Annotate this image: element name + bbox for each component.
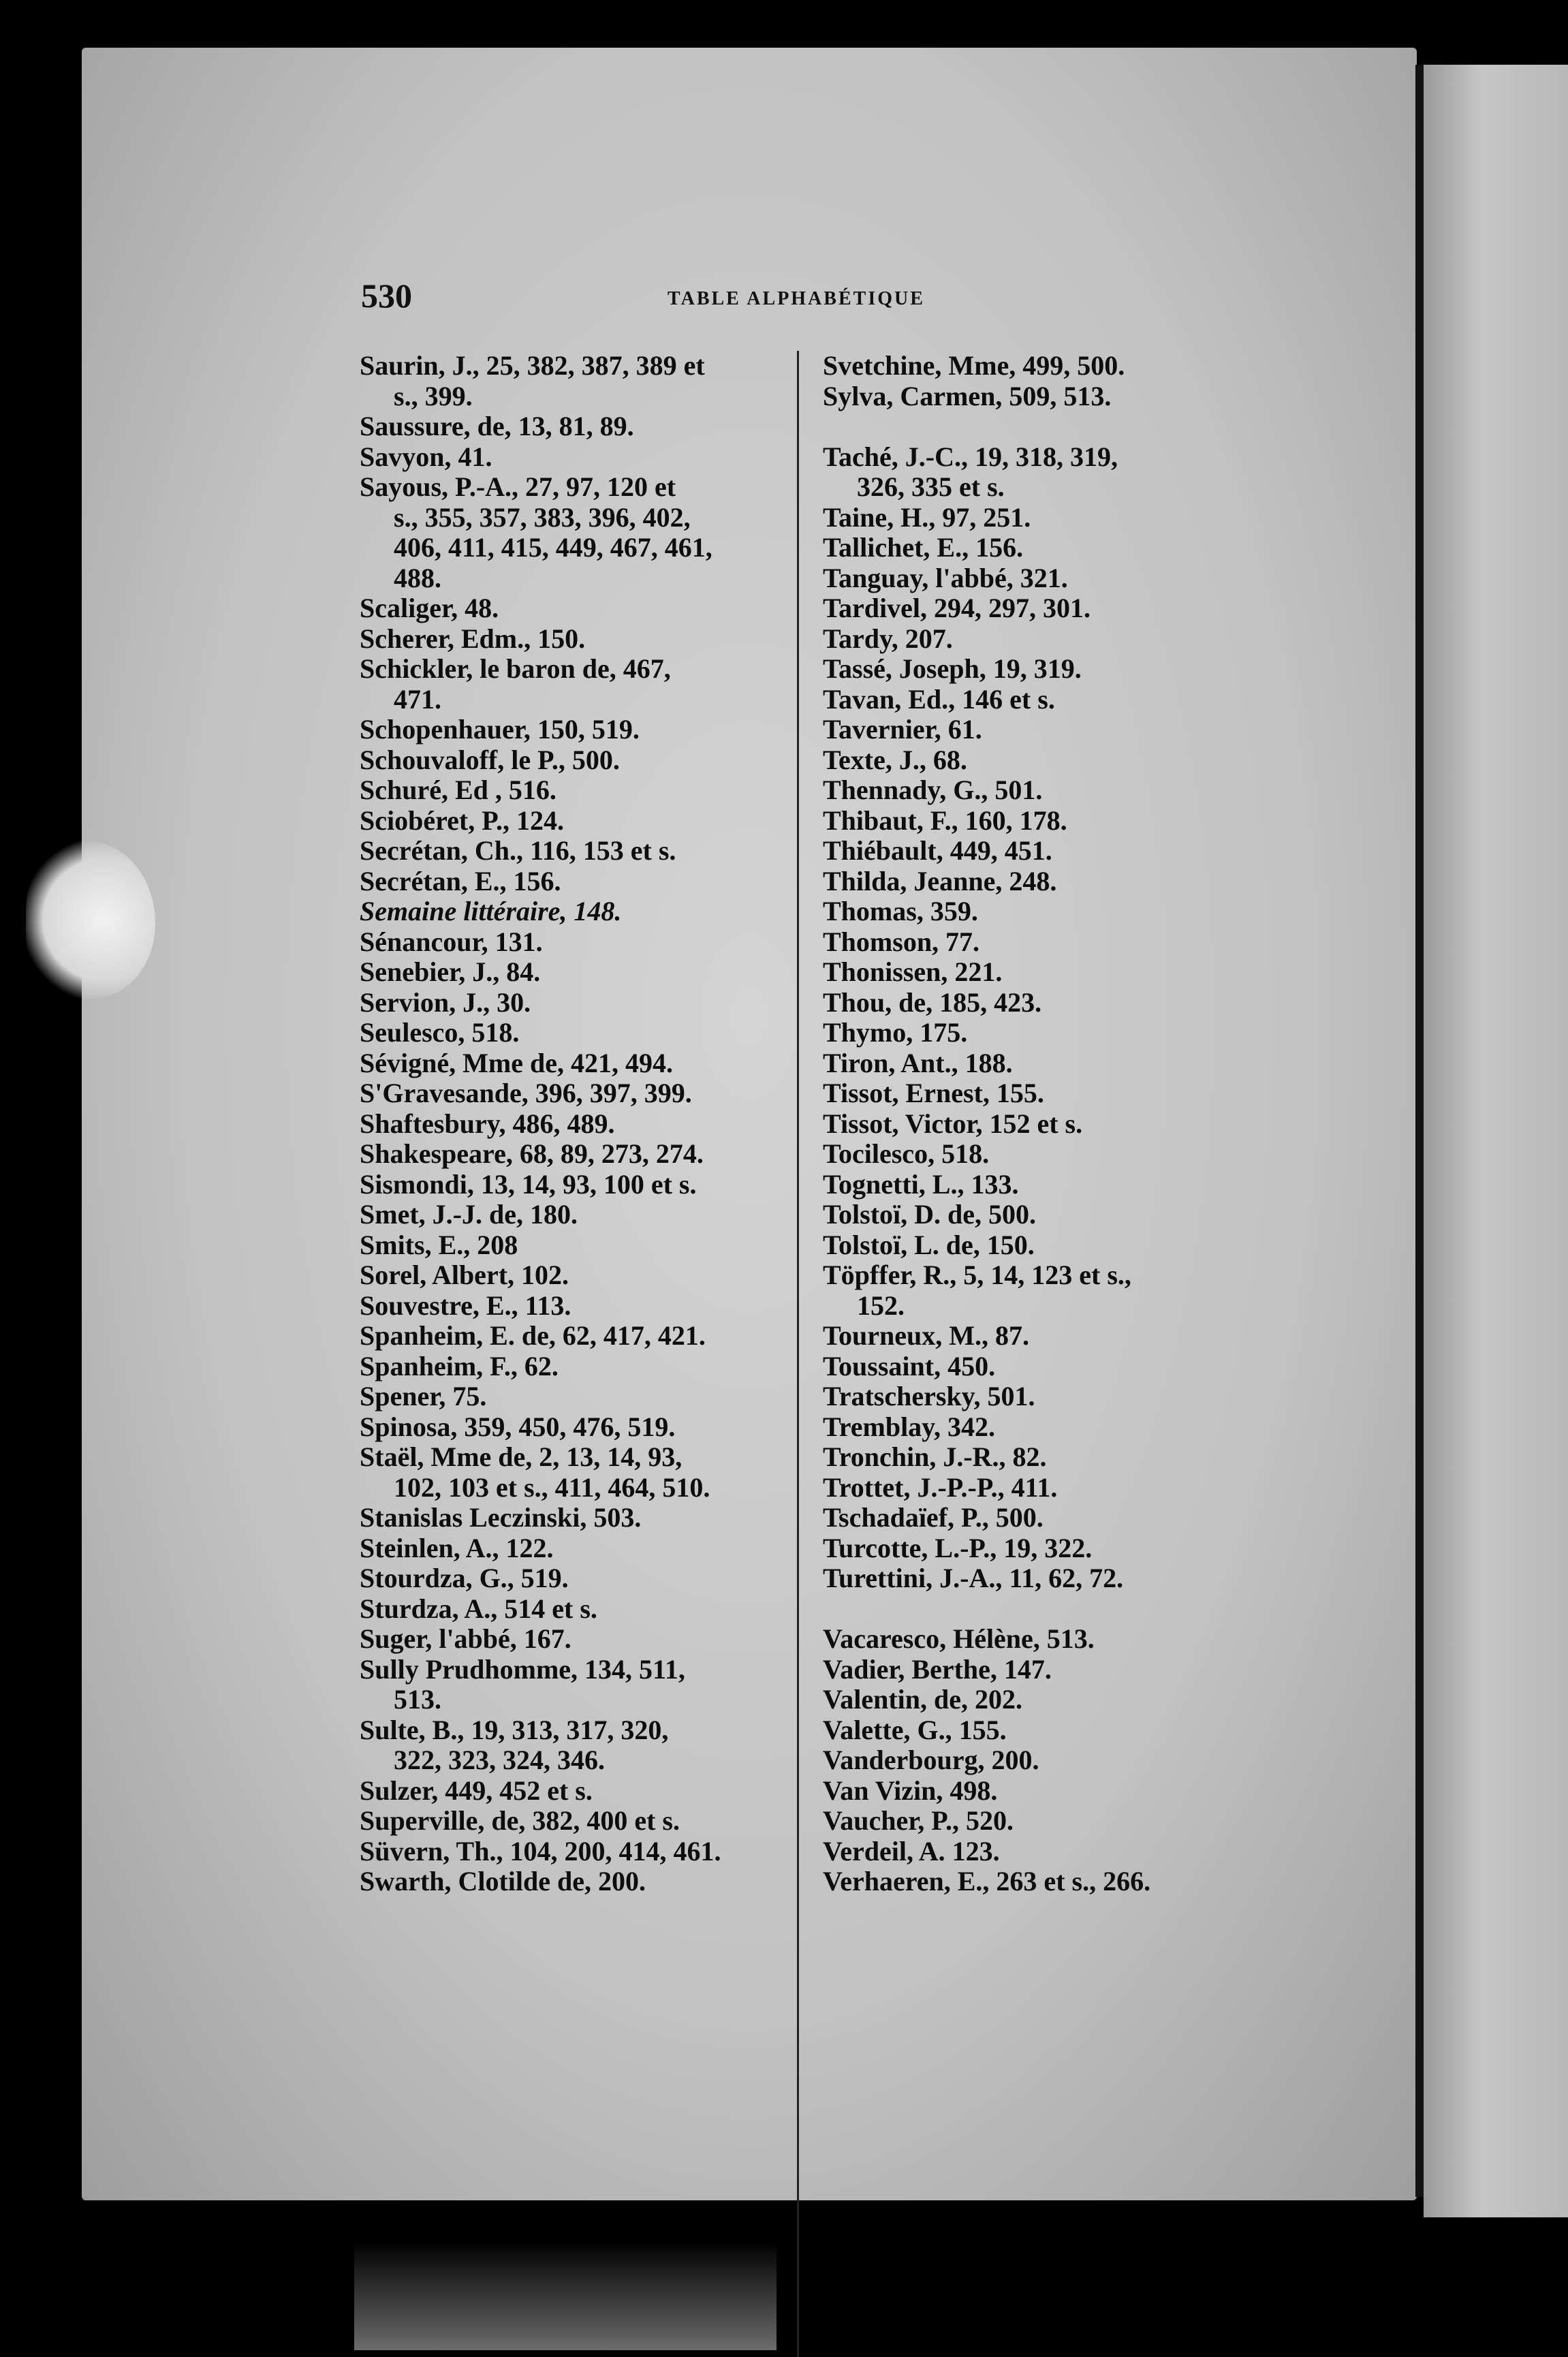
index-entry: Tremblay, 342. [823,1411,995,1442]
index-entry: Staël, Mme de, 2, 13, 14, 93, [360,1441,683,1472]
index-entry: 471. [394,683,441,715]
index-entry: Stanislas Leczinski, 503. [360,1502,642,1533]
index-entry: Scaliger, 48. [360,593,499,623]
facing-page-edge [1424,65,1568,2217]
index-entry: 513. [394,1684,441,1715]
index-entry: Thomson, 77. [823,926,980,957]
index-entry: Schouvaloff, le P., 500. [360,744,620,775]
index-entry: Tronchin, J.-R., 82. [823,1441,1047,1472]
index-entry: Vanderbourg, 200. [823,1745,1039,1775]
index-entry: Vadier, Berthe, 147. [823,1653,1052,1685]
index-entry: Thilda, Jeanne, 248. [823,865,1057,896]
index-entry: Tissot, Ernest, 155. [823,1078,1044,1108]
index-entry: Svetchine, Mme, 499, 500. [823,350,1125,381]
index-entry: Sénancour, 131. [360,926,543,957]
index-entry: Spanheim, E. de, 62, 417, 421. [360,1320,706,1351]
index-entry: Souvestre, E., 113. [360,1290,571,1321]
running-title: TABLE ALPHABÉTIQUE [668,288,925,309]
index-entry: Thibaut, F., 160, 178. [823,805,1067,836]
index-entry: Turcotte, L.-P., 19, 322. [823,1532,1093,1563]
index-entry: S'Gravesande, 396, 397, 399. [360,1078,692,1108]
index-entry: Scherer, Edm., 150. [360,623,586,654]
index-entry: Tallichet, E., 156. [823,532,1024,563]
index-entry: Vacaresco, Hélène, 513. [823,1623,1095,1654]
index-entry: Senebier, J., 84. [360,956,541,987]
index-entry: Secrétan, Ch., 116, 153 et s. [360,835,676,866]
index-entry: Thennady, G., 501. [823,775,1043,805]
index-entry: Thomas, 359. [823,896,978,926]
index-entry: Sciobéret, P., 124. [360,805,564,836]
index-entry: Trottet, J.-P.-P., 411. [823,1471,1058,1503]
index-entry: Schickler, le baron de, 467, [360,653,671,684]
index-entry: Sayous, P.-A., 27, 97, 120 et [360,471,676,502]
page-header [361,276,940,324]
index-entry: Texte, J., 68. [823,744,967,775]
index-entry: Tissot, Victor, 152 et s. [823,1108,1083,1139]
gutter-fold [1415,65,1424,2197]
index-entry: Servion, J., 30. [360,986,531,1018]
index-entry: Suger, l'abbé, 167. [360,1623,571,1654]
index-entry: Tolstoï, L. de, 150. [823,1229,1035,1260]
index-entry: 102, 103 et s., 411, 464, 510. [394,1471,710,1503]
index-entry: Stourdza, G., 519. [360,1563,569,1593]
index-entry: Swarth, Clotilde de, 200. [360,1866,646,1896]
index-entry: Shakespeare, 68, 89, 273, 274. [360,1138,704,1169]
index-entry: Sylva, Carmen, 509, 513. [823,380,1112,411]
index-entry: Sturdza, A., 514 et s. [360,1593,597,1624]
index-entry: Thiébault, 449, 451. [823,835,1052,866]
index-entry: Sully Prudhomme, 134, 511, [360,1653,685,1685]
column-divider [797,351,799,2357]
index-entry: Sorel, Albert, 102. [360,1260,569,1290]
index-entry: Schuré, Ed , 516. [360,775,556,805]
index-entry: Süvern, Th., 104, 200, 414, 461. [360,1835,721,1867]
index-entry: Tourneux, M., 87. [823,1320,1030,1351]
index-entry: Spinosa, 359, 450, 476, 519. [360,1411,676,1442]
index-column-left [360,351,789,1897]
index-entry: Valentin, de, 202. [823,1684,1023,1715]
index-entry: Turettini, J.-A., 11, 62, 72. [823,1563,1124,1593]
index-entry: Seulesco, 518. [360,1017,520,1048]
index-entry: Taine, H., 97, 251. [823,501,1031,533]
index-entry: s., 355, 357, 383, 396, 402, [394,501,691,533]
index-entry: Toussaint, 450. [823,1350,996,1382]
index-entry: Savyon, 41. [360,441,492,472]
index-entry: Shaftesbury, 486, 489. [360,1108,615,1139]
index-entry: Tardivel, 294, 297, 301. [823,593,1091,623]
index-entry: Verdeil, A. 123. [823,1835,1000,1867]
index-entry: Tardy, 207. [823,623,953,654]
index-entry: Tassé, Joseph, 19, 319. [823,653,1082,684]
index-entry: Valette, G., 155. [823,1714,1007,1745]
index-entry: Thonissen, 221. [823,956,1003,987]
index-entry: Taché, J.-C., 19, 318, 319, [823,441,1118,472]
index-entry: 488. [394,562,441,593]
index-entry: Secrétan, E., 156. [360,865,561,896]
index-entry: 326, 335 et s. [857,471,1005,502]
index-entry: Spener, 75. [360,1381,487,1411]
index-entry: Van Vizin, 498. [823,1775,998,1806]
index-entry: Tocilesco, 518. [823,1138,990,1169]
index-entry: Thou, de, 185, 423. [823,986,1042,1018]
index-entry: Spanheim, F., 62. [360,1350,559,1382]
index-entry: Tognetti, L., 133. [823,1168,1019,1200]
index-entry: 322, 323, 324, 346. [394,1745,605,1775]
index-entry: Steinlen, A., 122. [360,1532,554,1563]
faded-print-area [354,2241,777,2350]
index-entry [823,1594,1259,1625]
index-entry: Saussure, de, 13, 81, 89. [360,411,634,441]
index-entry: Smits, E., 208 [360,1229,518,1260]
index-entry: 406, 411, 415, 449, 467, 461, [394,532,712,563]
index-entry: Tavernier, 61. [823,714,982,745]
index-entry: Sévigné, Mme de, 421, 494. [360,1047,673,1078]
index-entry: Thymo, 175. [823,1017,968,1048]
page-number: 530 [361,277,412,315]
index-entry: Tiron, Ant., 188. [823,1047,1013,1078]
index-entry: Tratschersky, 501. [823,1381,1035,1411]
index-entry: Vaucher, P., 520. [823,1805,1014,1836]
index-entry: Töpffer, R., 5, 14, 123 et s., [823,1260,1131,1290]
index-entry: 152. [857,1290,905,1321]
index-entry: Superville, de, 382, 400 et s. [360,1805,680,1836]
index-entry: Smet, J.-J. de, 180. [360,1199,578,1230]
index-entry: Tanguay, l'abbé, 321. [823,562,1068,593]
index-entry: Schopenhauer, 150, 519. [360,714,640,745]
index-entry: s., 399. [394,380,473,411]
index-entry: Semaine littéraire, 148. [360,896,622,926]
index-entry: Verhaeren, E., 263 et s., 266. [823,1866,1151,1896]
index-entry: Saurin, J., 25, 382, 387, 389 et [360,350,705,381]
index-entry: Sulzer, 449, 452 et s. [360,1775,593,1806]
index-entry: Sismondi, 13, 14, 93, 100 et s. [360,1168,697,1200]
index-entry: Tschadaïef, P., 500. [823,1502,1044,1533]
index-entry [823,411,1259,442]
index-entry: Tolstoï, D. de, 500. [823,1199,1037,1230]
index-column-right [823,351,1259,1897]
index-entry: Sulte, B., 19, 313, 317, 320, [360,1714,669,1745]
index-entry: Tavan, Ed., 146 et s. [823,683,1055,715]
